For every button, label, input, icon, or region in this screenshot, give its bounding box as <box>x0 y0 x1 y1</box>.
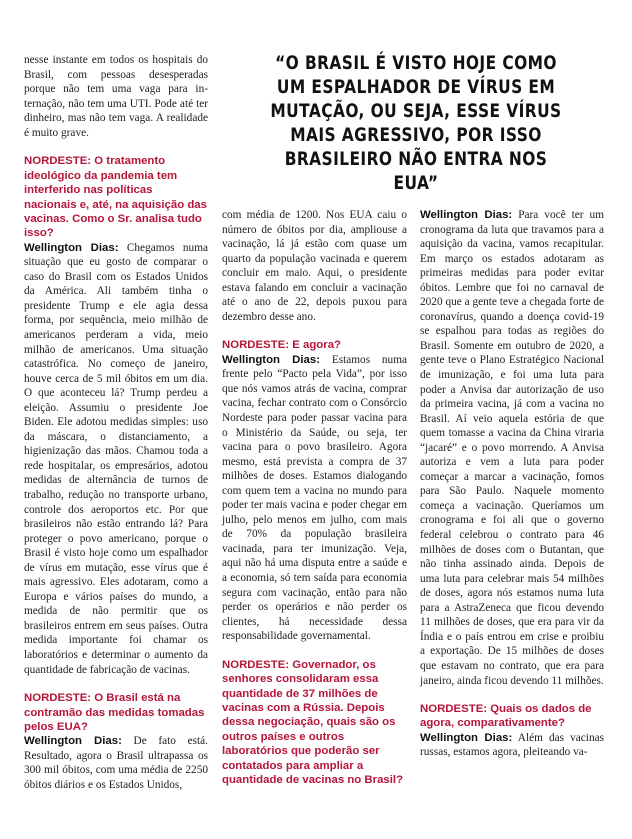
speaker-label: Wellington Dias: <box>24 735 122 748</box>
interview-question: NORDESTE: Quais os dados de agora, comparativamente? <box>420 703 592 730</box>
answer-text: Para você ter um cronograma da luta que travamos para a aquisição da vacina, vamos recapitular. Em março os estados adotaram as primeiras medidas para poder evitar óbitos. Lembre que foi no carnaval de 2020 que a gente teve a chegada forte de coronavírus, quando a doença covid-19 se espalhou para todas as regiões do Brasil. Somente em outubro de 2020, a gente teve o Plano Estratégico Nacional de imunização, e foi uma luta para poder a Anvisa dar autorização de uso da primeira vacina, já com a vacina no Brasil. Aí veio aquela estória de que quem tomasse a vacina da China viraria “jacaré” e o povo morrendo. A Anvisa autoriza e vem a luta para poder começar a marcar a vacinação, fomos para São Paulo. Naquele momento começa a vacinação. Queríamos um cronograma e foi ali que o governo federal celebrou o contrato para 46 milhões de doses com o Butantan, que não tinha assinado ainda. Depois de uma luta para celebrar mais 54 milhões de doses, agora nós estamos numa luta para a AstraZeneca que ficou devendo 11 milhões de doses, que era para vir da Índia e o país entrou em crise e proibiu a exportação. De 15 milhões de doses que estavam no contrato, que era para janeiro, ainda ficou devendo 11 milhões. <box>420 209 604 687</box>
answer-text: Estamos numa frente pelo “Pacto pela Vida”, por isso que nós vamos atrás de vacina, comprar vacina, fechar contrato com o Consórcio Nordeste para poder passar vacina para o Ministério da Saúde, ou seja, ter vacina para o povo brasileiro. Agora mesmo, está prevista a compra de 37 milhões de doses. Estamos dialogando com quem tem a vacina no mundo para poder ter mais vacina e poder chegar em julho, pelo menos em julho, com mais de 70% da população brasileira vacinada, para ter imunização. Veja, aqui não há uma disputa entre a saúde e a economia, só tem saída para economia segura com vacinação, então para não perder os operários e não perder os clientes, há necessidade dessa responsabilidade governamental. <box>222 353 407 643</box>
answer-text: De fato está. Resultado, agora o Brasil ultrapassa os 300 mil óbitos, com uma média de 2250 óbitos diários e os Estados Unidos, <box>24 735 208 791</box>
answer-paragraph <box>24 734 208 792</box>
article-column-1 <box>24 53 208 793</box>
answer-text: Além das vacinas russas, estamos agora, pleiteando va- <box>420 731 604 759</box>
answer-text: Chegamos numa situação que eu gosto de comparar o caso do Brasil com os Estados Unidos da América. Ali também tinha o presidente Trump e ele agia dessa forma, por sequência, meio milhão de americanos perderam a vida, meio milhão de americanos. Uma situação catastrófica. No começo de janeiro, houve cerca de 5 mil óbitos em um dia. O que aconteceu lá? Trump perdeu a eleição. Assumiu o presidente Joe Biden. Ele adotou medidas simples: uso da máscara, o distanciamento, a higienização das mãos. Chamou toda a rede hospitalar, os empresários, adotou medidas de alternância de turnos de trabalho, redução no transporte urbano, controle dos aeroportos etc. Por que brasileiros não estão entrando lá? Para proteger o povo americano, porque o Brasil é visto hoje como um espalhador de vírus em mutação, esse vírus que é mais agressivo. Eles adotaram, como a Europa e vários países do mundo, a medida de não permitir que os brasileiros entrem em seus países. Outra medida importante foi chamar os laboratórios e determinar o aumento da quantidade de fabricação de vacinas. <box>24 241 208 676</box>
speaker-label: Wellington Dias: <box>222 353 320 366</box>
article-column-3 <box>420 208 604 760</box>
interview-question: NORDESTE: O tratamento ideológico da pandemia tem interferido nas políticas nacionais e, até, na aquisição das vacinas. Como o Sr. analisa tudo isso? <box>24 155 207 240</box>
interview-question: NORDESTE: Governador, os senhores consolidaram essa quantidade de 37 milhões de vacinas com a Rússia. Depois dessa negociação, quais são os outros países e outros laboratórios que poderão ser contatados para ampliar a quantidade de vacinas no Brasil? <box>222 658 404 786</box>
answer-paragraph <box>222 353 407 644</box>
answer-paragraph: nesse instante em todos os hospitais do Brasil, com pessoas desesperadas porque não tem uma vaga para internação, não tem uma UTI. Pode até ter dinheiro, mas não tem vaga. A realidade é muito grave. <box>24 54 208 139</box>
speaker-label: Wellington Dias: <box>420 731 513 744</box>
speaker-label: Wellington Dias: <box>24 241 119 254</box>
interview-question: NORDESTE: E agora? <box>222 339 341 352</box>
answer-paragraph <box>420 208 604 688</box>
interview-question: NORDESTE: O Brasil está na contramão das medidas tomadas pelos EUA? <box>24 692 205 733</box>
answer-paragraph <box>420 731 604 760</box>
answer-paragraph: com média de 1200. Nos EUA caiu o número de óbitos por dia, ampliouse a vacinação, lá já estão com quase um quarto da população vacinada e querem concluir em maio. Aqui, o presidente estava falando em concluir a vacinação até o ano de 22, depois puxou para dezembro desse ano. <box>222 209 407 323</box>
article-column-2 <box>222 208 407 787</box>
answer-paragraph <box>24 241 208 677</box>
pull-quote: “O BRASIL É VISTO HOJE COMO UM ESPALHADOR DE VÍRUS EM MUTAÇÃO, OU SEJA, ESSE VÍRUS MAIS AGRESSIVO, POR ISSO BRASILEIRO NÃO ENTRA NOS EUA” <box>270 53 562 194</box>
speaker-label: Wellington Dias: <box>420 209 513 221</box>
